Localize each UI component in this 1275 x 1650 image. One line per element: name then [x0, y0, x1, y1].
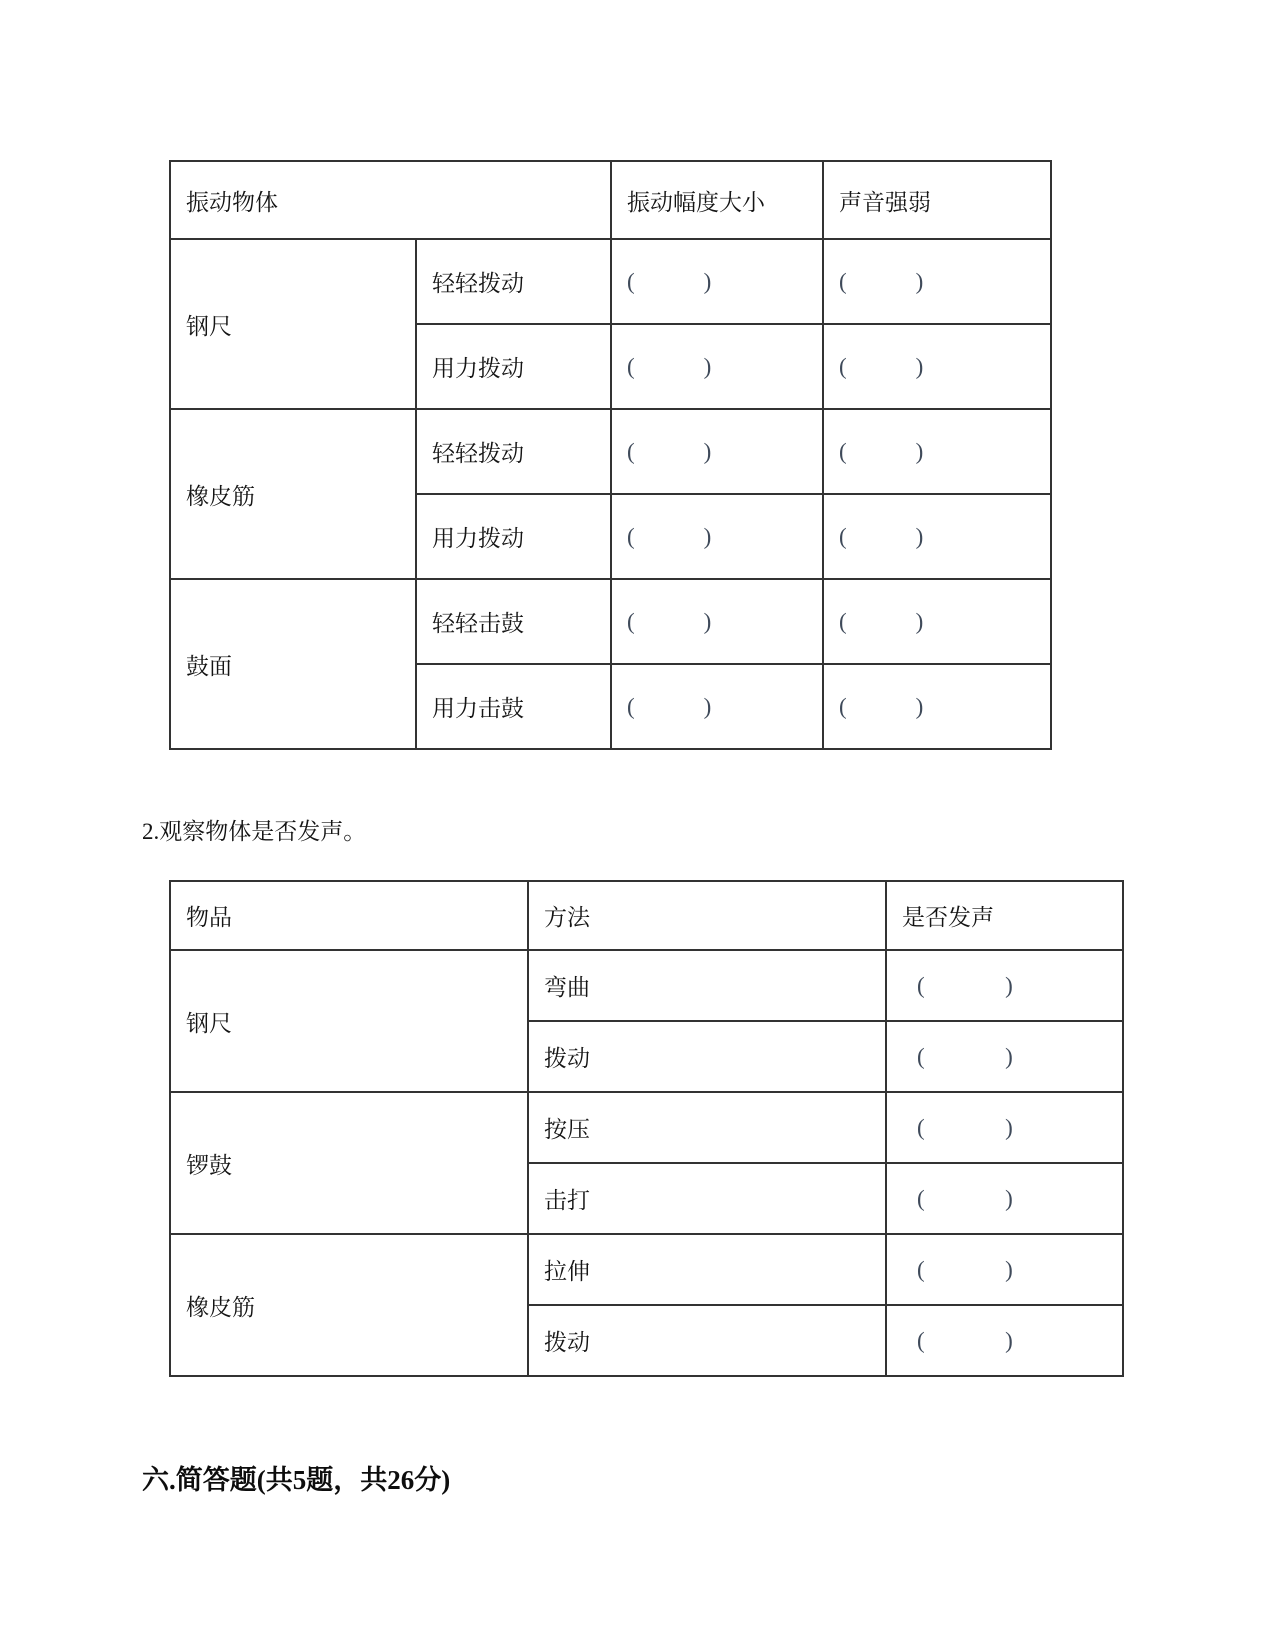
table1-action-cell: 轻轻击鼓: [416, 579, 611, 664]
table1-amplitude-blank: ( ): [611, 494, 823, 579]
table1-action-cell: 用力拨动: [416, 494, 611, 579]
table2-result-blank: ( ): [886, 1021, 1123, 1092]
table2-method-cell: 弯曲: [528, 950, 886, 1021]
table2-header-item: 物品: [170, 881, 528, 950]
table1-header-amplitude: 振动幅度大小: [611, 161, 823, 239]
table2-header-makes-sound: 是否发声: [886, 881, 1123, 950]
sound-production-table: [169, 880, 1124, 1377]
table2-item-steel-ruler: 钢尺: [170, 950, 528, 1092]
table2-method-cell: 击打: [528, 1163, 886, 1234]
table1-sound-blank: ( ): [823, 239, 1051, 324]
table1-sound-blank: ( ): [823, 664, 1051, 749]
table1-sound-blank: ( ): [823, 579, 1051, 664]
table2-method-cell: 按压: [528, 1092, 886, 1163]
table-row: [170, 950, 1123, 1021]
table-row: [170, 1234, 1123, 1305]
table1-action-cell: 用力拨动: [416, 324, 611, 409]
table2-header-method: 方法: [528, 881, 886, 950]
table1-amplitude-blank: ( ): [611, 239, 823, 324]
table1-sound-blank: ( ): [823, 494, 1051, 579]
table1-object-drumhead: 鼓面: [170, 579, 416, 749]
table1-object-rubber-band: 橡皮筋: [170, 409, 416, 579]
table2-result-blank: ( ): [886, 1305, 1123, 1376]
table1-header-sound-strength: 声音强弱: [823, 161, 1051, 239]
table2-header-row: [170, 881, 1123, 950]
table1-sound-blank: ( ): [823, 409, 1051, 494]
table1-amplitude-blank: ( ): [611, 409, 823, 494]
table2-item-rubber-band: 橡皮筋: [170, 1234, 528, 1376]
table2-result-blank: ( ): [886, 950, 1123, 1021]
table1-action-cell: 用力击鼓: [416, 664, 611, 749]
table1-header-vibrating-object: 振动物体: [170, 161, 611, 239]
table2-result-blank: ( ): [886, 1234, 1123, 1305]
section-6-heading: 六.简答题(共5题，共26分): [142, 1465, 451, 1495]
table1-amplitude-blank: ( ): [611, 664, 823, 749]
table1-action-cell: 轻轻拨动: [416, 409, 611, 494]
table1-header-row: [170, 161, 1051, 239]
table1-object-steel-ruler: 钢尺: [170, 239, 416, 409]
table-row: [170, 579, 1051, 664]
table2-result-blank: ( ): [886, 1092, 1123, 1163]
table1-action-cell: 轻轻拨动: [416, 239, 611, 324]
question-2-prompt: 2.观察物体是否发声。: [142, 819, 367, 844]
table2-result-blank: ( ): [886, 1163, 1123, 1234]
table-row: [170, 1092, 1123, 1163]
table-row: [170, 409, 1051, 494]
table1-sound-blank: ( ): [823, 324, 1051, 409]
table-row: [170, 239, 1051, 324]
table2-method-cell: 拨动: [528, 1305, 886, 1376]
table1-amplitude-blank: ( ): [611, 579, 823, 664]
table2-item-gong-drum: 锣鼓: [170, 1092, 528, 1234]
vibration-observation-table: [169, 160, 1052, 750]
table2-method-cell: 拉伸: [528, 1234, 886, 1305]
table1-amplitude-blank: ( ): [611, 324, 823, 409]
table2-method-cell: 拨动: [528, 1021, 886, 1092]
